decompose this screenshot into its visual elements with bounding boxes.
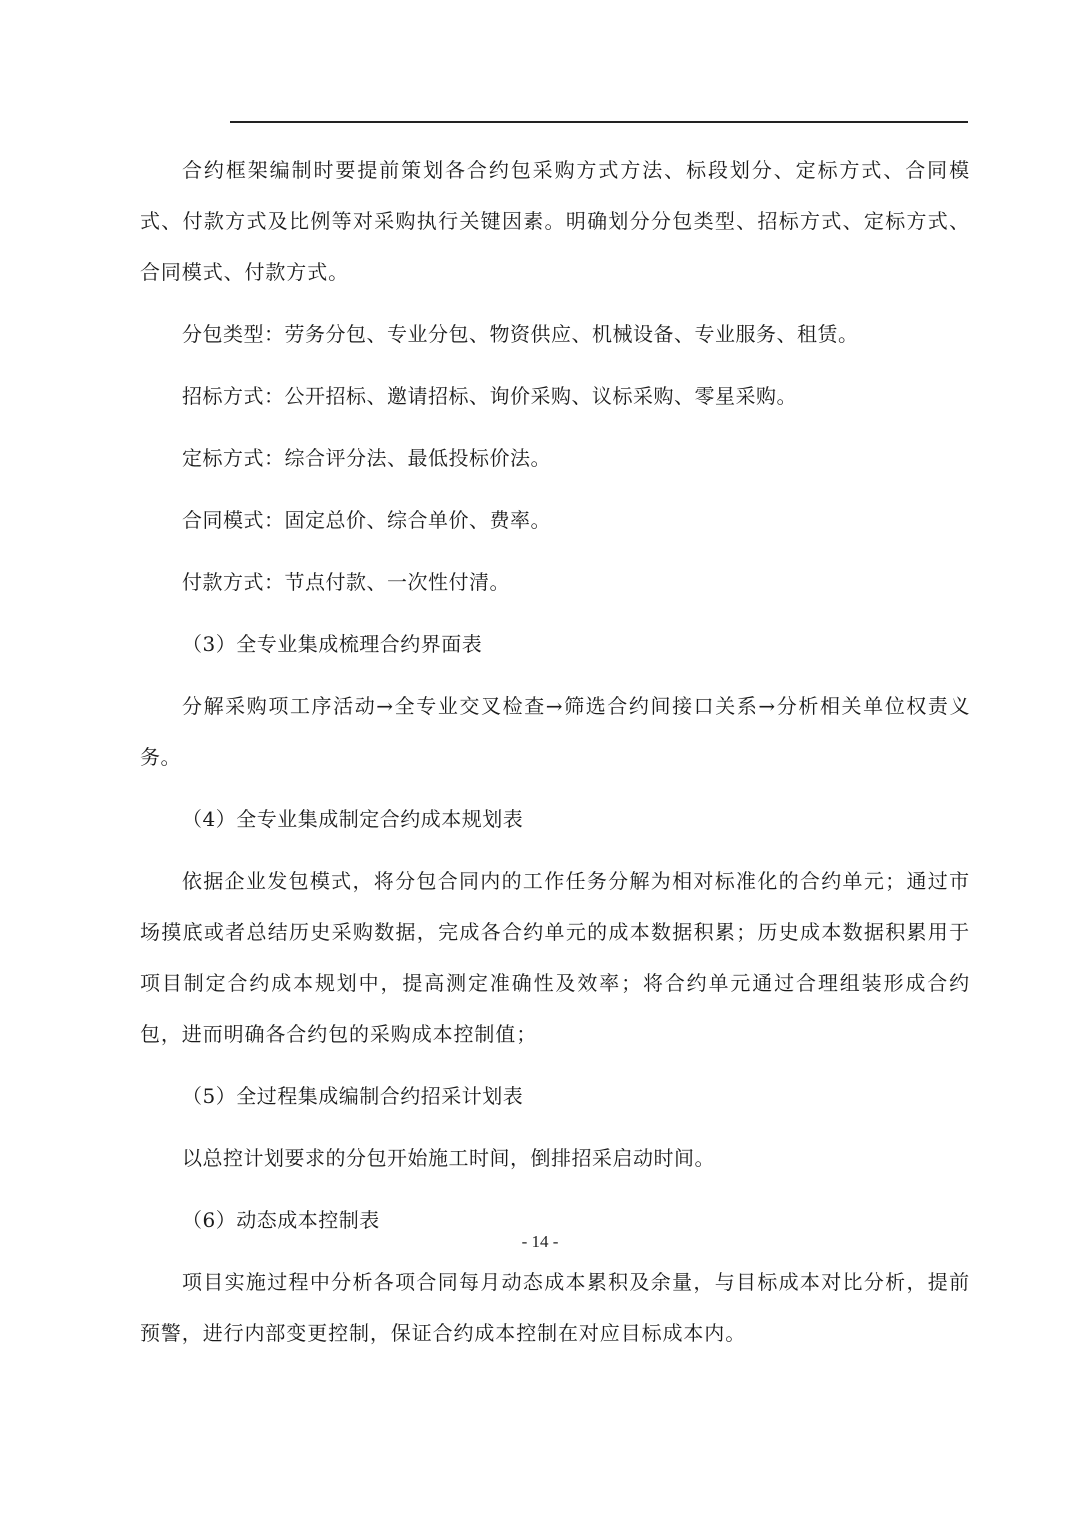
paragraph-interface-process: 分解采购项工序活动→全专业交叉检查→筛选合约间接口关系→分析相关单位权责义务。 xyxy=(140,694,970,769)
paragraph-contract-modes: 合同模式：固定总价、综合单价、费率。 xyxy=(182,508,551,532)
paragraph-bidding-methods: 招标方式：公开招标、邀请招标、询价采购、议标采购、零星采购。 xyxy=(182,384,797,408)
paragraph-payment-methods: 付款方式：节点付款、一次性付清。 xyxy=(182,570,510,594)
document-body xyxy=(140,145,970,1370)
heading-section-3: （3）全专业集成梳理合约界面表 xyxy=(182,632,483,656)
page-number: - 14 - xyxy=(521,1232,559,1251)
paragraph-procurement-schedule: 以总控计划要求的分包开始施工时间，倒排招采启动时间。 xyxy=(182,1146,715,1170)
header-rule xyxy=(230,121,968,123)
paragraph-contract-framework: 合约框架编制时要提前策划各合约包采购方式方法、标段划分、定标方式、合同模式、付款方式及比例等对采购执行关键因素。明确划分分包类型、招标方式、定标方式、合同模式、付款方式。 xyxy=(140,158,970,284)
heading-section-6: （6）动态成本控制表 xyxy=(182,1208,380,1232)
paragraph-subcontract-types: 分包类型：劳务分包、专业分包、物资供应、机械设备、专业服务、租赁。 xyxy=(182,322,859,346)
paragraph-award-methods: 定标方式：综合评分法、最低投标价法。 xyxy=(182,446,551,470)
paragraph-dynamic-cost: 项目实施过程中分析各项合同每月动态成本累积及余量，与目标成本对比分析，提前预警，进行内部变更控制，保证合约成本控制在对应目标成本内。 xyxy=(140,1270,970,1345)
heading-section-5: （5）全过程集成编制合约招采计划表 xyxy=(182,1084,524,1108)
heading-section-4: （4）全专业集成制定合约成本规划表 xyxy=(182,807,524,831)
paragraph-cost-planning: 依据企业发包模式，将分包合同内的工作任务分解为相对标准化的合约单元；通过市场摸底或者总结历史采购数据，完成各合约单元的成本数据积累；历史成本数据积累用于项目制定合约成本规划中，提高测定准确性及效率；将合约单元通过合理组装形成合约包，进而明确各合约包的采购成本控制值； xyxy=(140,869,970,1046)
